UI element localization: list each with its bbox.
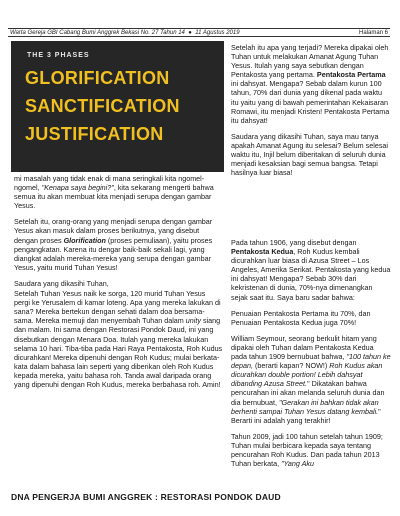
paragraph: Pada tahun 1906, yang disebut dengan Pentakosta Kedua, Roh Kudus kembali dicurahkan luar biasa di Azusa Street – Los Angeles, Amerika Serikat. Pentakosta yang kedua ini dahsyat! Mengapa? Sebab 30% dari kekristenan di dunia, 70%-nya dimenangkan sejak saat itu. Saya baru sadar bahwa: (231, 238, 391, 302)
paragraph: Setelah Tuhan Yesus naik ke sorga, 120 murid Tuhan Yesus pergi ke Yerusalem di kamar loteng. Apa yang mereka lakukan di sana? Mereka bertekun dengan sehati dalam doa bersama-sama. Mereka memuji dan menyembah Tuhan dalam unity siang dan malam. Ini sama dengan Restorasi Pondok Daud, ini yang disebutkan dengan Menara Doa. Itulah yang mereka lakukan selama 10 hari. Tiba-tiba pada Hari Raya Pentakosta, Roh Kudus dicurahkan! Mereka dipenuhi dengan Roh Kudus; mulai berkata-kata dalam bahasa lain seperti yang diberikan oleh Roh Kudus kepada mereka, yaitu bahasa roh. Tanda awal daripada orang yang dipenuhi dengan Roh Kudus, mereka berbahasa roh. Amin! (14, 289, 223, 389)
paragraph: Tahun 2009, jadi 100 tahun setelah tahun 1909; Tuhan mulai berbicara kepada saya tentang pencurahan Roh Kudus. Dan pada tahun 2013 Tuhan berkata, "Yang Aku (231, 431, 383, 469)
banner-subtitle: THE 3 PHASES (27, 52, 90, 59)
paragraph: Saudara yang dikasihi Tuhan, (14, 278, 109, 288)
paragraph: Setelah itu apa yang terjadi? Mereka dipakai oleh Tuhan untuk melakukan Amanat Agung Tuhan Yesus. Itulah yang saya sebutkan dengan Pentakosta yang pertama. Pentakosta Pertama ini dahsyat. Mengapa? Sebab dalam kurun 100 tahun, 70% dari dunia yang dikenal pada waktu itu yaitu yang di bawah pemerintahan Kekaisaran Romawi, itu menjadi Kristen! Pentakosta Pertama itu dahsyat! (231, 43, 390, 125)
paragraph: mi masalah yang tidak enak di mana seringkali kita ngomel-ngomel, "Kenapa saya begini?", kita sekarang mengerti bahwa semua itu akan membuat kita menjadi serupa dengan gambar Yesus. (14, 174, 214, 211)
paragraph: William Seymour, seorang berkulit hitam yang dipakai oleh Tuhan dalam Pentakosta Kedua pada tahun 1909 bernubuat bahwa, "100 tahun ke depan, (berarti kapan? NOW!) Roh Kudus akan dicurahkan double portion! Lebih dahsyat dibanding Azusa Street." Dikatakan bahwa pencurahan ini akan melanda seluruh dunia dan dia bernubuat, "Gerakan ini bahkan tidak akan berhenti sampai Tuhan Yesus datang kembali." Berarti ini adalah yang terakhir! (231, 333, 391, 425)
right-column-bottom (231, 238, 391, 475)
banner-glorification: GLORIFICATION (25, 68, 170, 88)
paragraph: Penuaian Pentakosta Pertama itu 70%, dan Penuaian Pentakosta Kedua juga 70%! (231, 308, 371, 327)
paragraph: Saudara yang dikasihi Tuhan, saya mau tanya apakah Amanat Agung itu selesai? Belum selesai waktu itu, Injil belum diberitakan di seluruh dunia menjadi kesaksian bagi semua bangsa. Tetapi hasilnya luar biasa! (231, 131, 389, 178)
paragraph: Setelah itu, orang-orang yang menjadi serupa dengan gambar Yesus akan masuk dalam proses berikutnya, yang disebut dengan proses Glorification (proses pemuliaan), yaitu proses pengangkatan. Karena itu dengar baik-baik sekali lagi, yang diangkat adalah mereka-mereka yang serupa dengan gambar Yesus, yaitu murid Tuhan Yesus! (14, 217, 213, 272)
banner-justification: JUSTIFICATION (25, 124, 164, 144)
page-number: Halaman 6 (358, 29, 388, 36)
header-date: 11 Agustus 2019 (195, 29, 240, 36)
three-phases-banner (11, 41, 224, 172)
newsletter-header (8, 28, 390, 37)
banner-sanctification: SANCTIFICATION (25, 96, 180, 116)
left-column (14, 174, 223, 396)
header-info (10, 30, 240, 36)
header-bullet: ● (188, 29, 192, 36)
footer-banner: DNA PENGERJA BUMI ANGGREK : RESTORASI PONDOK DAUD (11, 492, 281, 502)
header-title: Warta Gereja GBI Cabang Bumi Anggrek Bekasi No. 27 Tahun 14 (10, 29, 185, 36)
right-column-top (231, 43, 391, 184)
